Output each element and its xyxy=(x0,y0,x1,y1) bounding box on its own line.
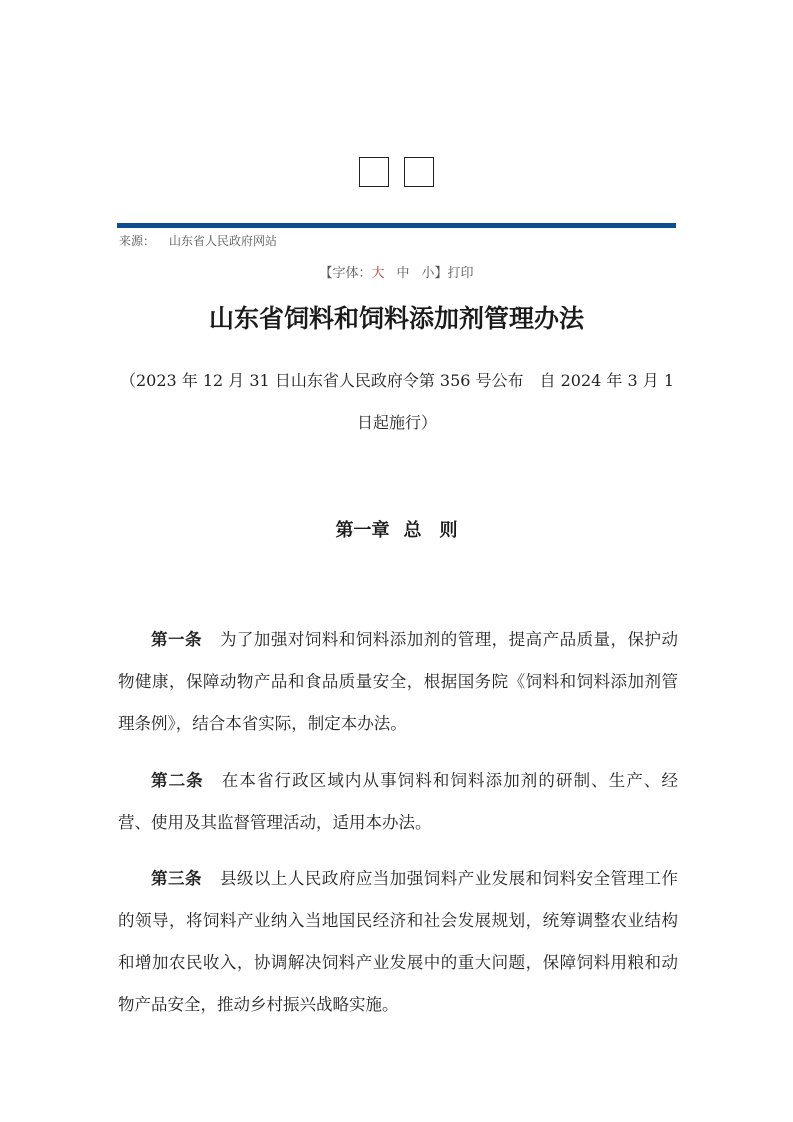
article-text: 县级以上人民政府应当加强饲料产业发展和饲料安全管理工作的领导，将饲料产业纳入当地国民经济和社会发展规划，统筹调整农业结构和增加农民收入，协调解决饲料产业发展中的重大问题，保障饲料用粮和动物产品安全，推动乡村振兴战略实施。 xyxy=(118,869,679,1014)
font-large-link[interactable]: 大 xyxy=(371,266,385,281)
font-size-close: 】 xyxy=(434,266,448,281)
source-line xyxy=(119,232,277,249)
source-label: 来源： xyxy=(119,234,156,248)
article-paragraph xyxy=(118,760,678,844)
missing-glyph-box xyxy=(359,157,389,187)
chapter-title: 总 则 xyxy=(403,520,458,541)
font-small-link[interactable]: 小 xyxy=(421,266,435,281)
article-number: 第三条 xyxy=(151,869,202,888)
font-size-open: 【字体： xyxy=(319,266,372,281)
article-text: 为了加强对饲料和饲料添加剂的管理，提高产品质量，保护动物健康，保障动物产品和食品质量安全，根据国务院《饲料和饲料添加剂管理条例》，结合本省实际，制定本办法。 xyxy=(118,630,679,733)
article-paragraph xyxy=(118,619,678,745)
document-title: 山东省饲料和饲料添加剂管理办法 xyxy=(208,304,584,333)
promulgation-note: （2023 年 12 月 31 日山东省人民政府令第 356 号公布 自 2024 年 3 月 1 日起施行） xyxy=(119,371,675,432)
source-value: 山东省人民政府网站 xyxy=(169,234,278,248)
article-number: 第二条 xyxy=(151,771,204,790)
print-link[interactable]: 打印 xyxy=(447,266,474,281)
header-divider xyxy=(117,223,676,228)
chapter-heading xyxy=(0,516,793,542)
title-glyph-placeholders xyxy=(0,157,793,187)
article-paragraph xyxy=(118,858,678,1026)
chapter-number: 第一章 xyxy=(335,520,390,541)
article-number: 第一条 xyxy=(151,630,202,649)
font-medium-link[interactable]: 中 xyxy=(396,266,410,281)
missing-glyph-box xyxy=(404,157,434,187)
article-text: 在本省行政区域内从事饲料和饲料添加剂的研制、生产、经营、使用及其监督管理活动，适用本办法。 xyxy=(118,771,679,832)
font-size-toolbar xyxy=(0,262,793,281)
